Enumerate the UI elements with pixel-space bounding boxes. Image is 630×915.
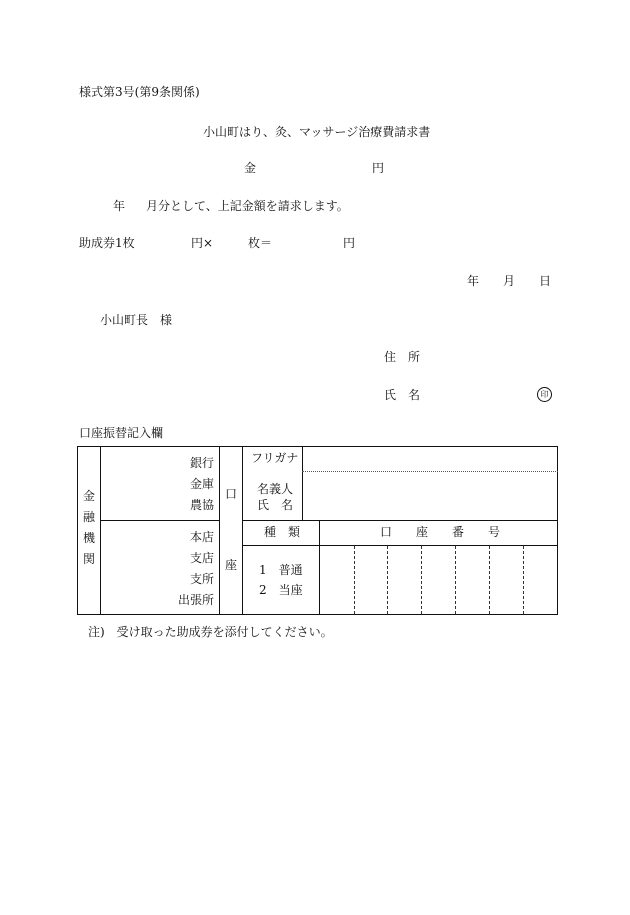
amount-yen: 円: [372, 161, 385, 175]
branch-type-sub: 支所: [190, 572, 215, 586]
holder-label-2: 氏 名: [257, 498, 294, 512]
bank-type-shinkin: 金庫: [190, 477, 215, 491]
branch-type-head: 本店: [190, 530, 215, 544]
transfer-heading: 口座振替記入欄: [79, 426, 164, 440]
claim-text: 月分として、上記金額を請求します。: [146, 199, 349, 213]
account-header-ku: 口: [225, 487, 238, 501]
institution-header: [82, 486, 96, 570]
date-year: 年: [467, 274, 480, 288]
addressee: 小山町長 様: [100, 313, 173, 327]
account-header-za: 座: [225, 558, 238, 572]
coupon-sheets-eq: 枚＝: [248, 236, 273, 250]
name-label: 氏 名: [384, 388, 421, 402]
institution-header-char: 関: [82, 552, 95, 566]
institution-header-char: 機: [82, 531, 95, 545]
seal-mark: 印: [537, 387, 552, 402]
coupon-yen: 円: [343, 236, 356, 250]
branch-type-office: 出張所: [178, 593, 215, 607]
date-month: 月: [503, 274, 516, 288]
coupon-label: 助成券1枚: [79, 236, 135, 250]
account-type-futsu: 1 普通: [259, 563, 303, 577]
bank-type-nokyo: 農協: [190, 498, 215, 512]
address-label: 住 所: [384, 350, 421, 364]
bank-type-bank: 銀行: [190, 456, 215, 470]
date-day: 日: [539, 274, 552, 288]
branch-type-branch: 支店: [190, 551, 215, 565]
furigana-label: フリガナ: [251, 451, 299, 465]
holder-label-1: 名義人: [257, 482, 294, 496]
type-header: 種 類: [264, 525, 301, 539]
institution-header-char: 金: [82, 489, 95, 503]
claim-year: 年: [113, 199, 126, 213]
amount-kin: 金: [244, 161, 257, 175]
account-number-header: 口 座 番 号: [380, 525, 501, 539]
institution-header-char: 融: [82, 510, 95, 524]
page-title: 小山町はり、灸、マッサージ治療費請求書: [203, 125, 431, 139]
account-type-toza: 2 当座: [259, 583, 303, 597]
form-number: 様式第3号(第9条関係): [79, 85, 200, 99]
attachment-note: 注) 受け取った助成券を添付してください。: [88, 625, 333, 639]
coupon-yen-times: 円×: [191, 236, 214, 250]
